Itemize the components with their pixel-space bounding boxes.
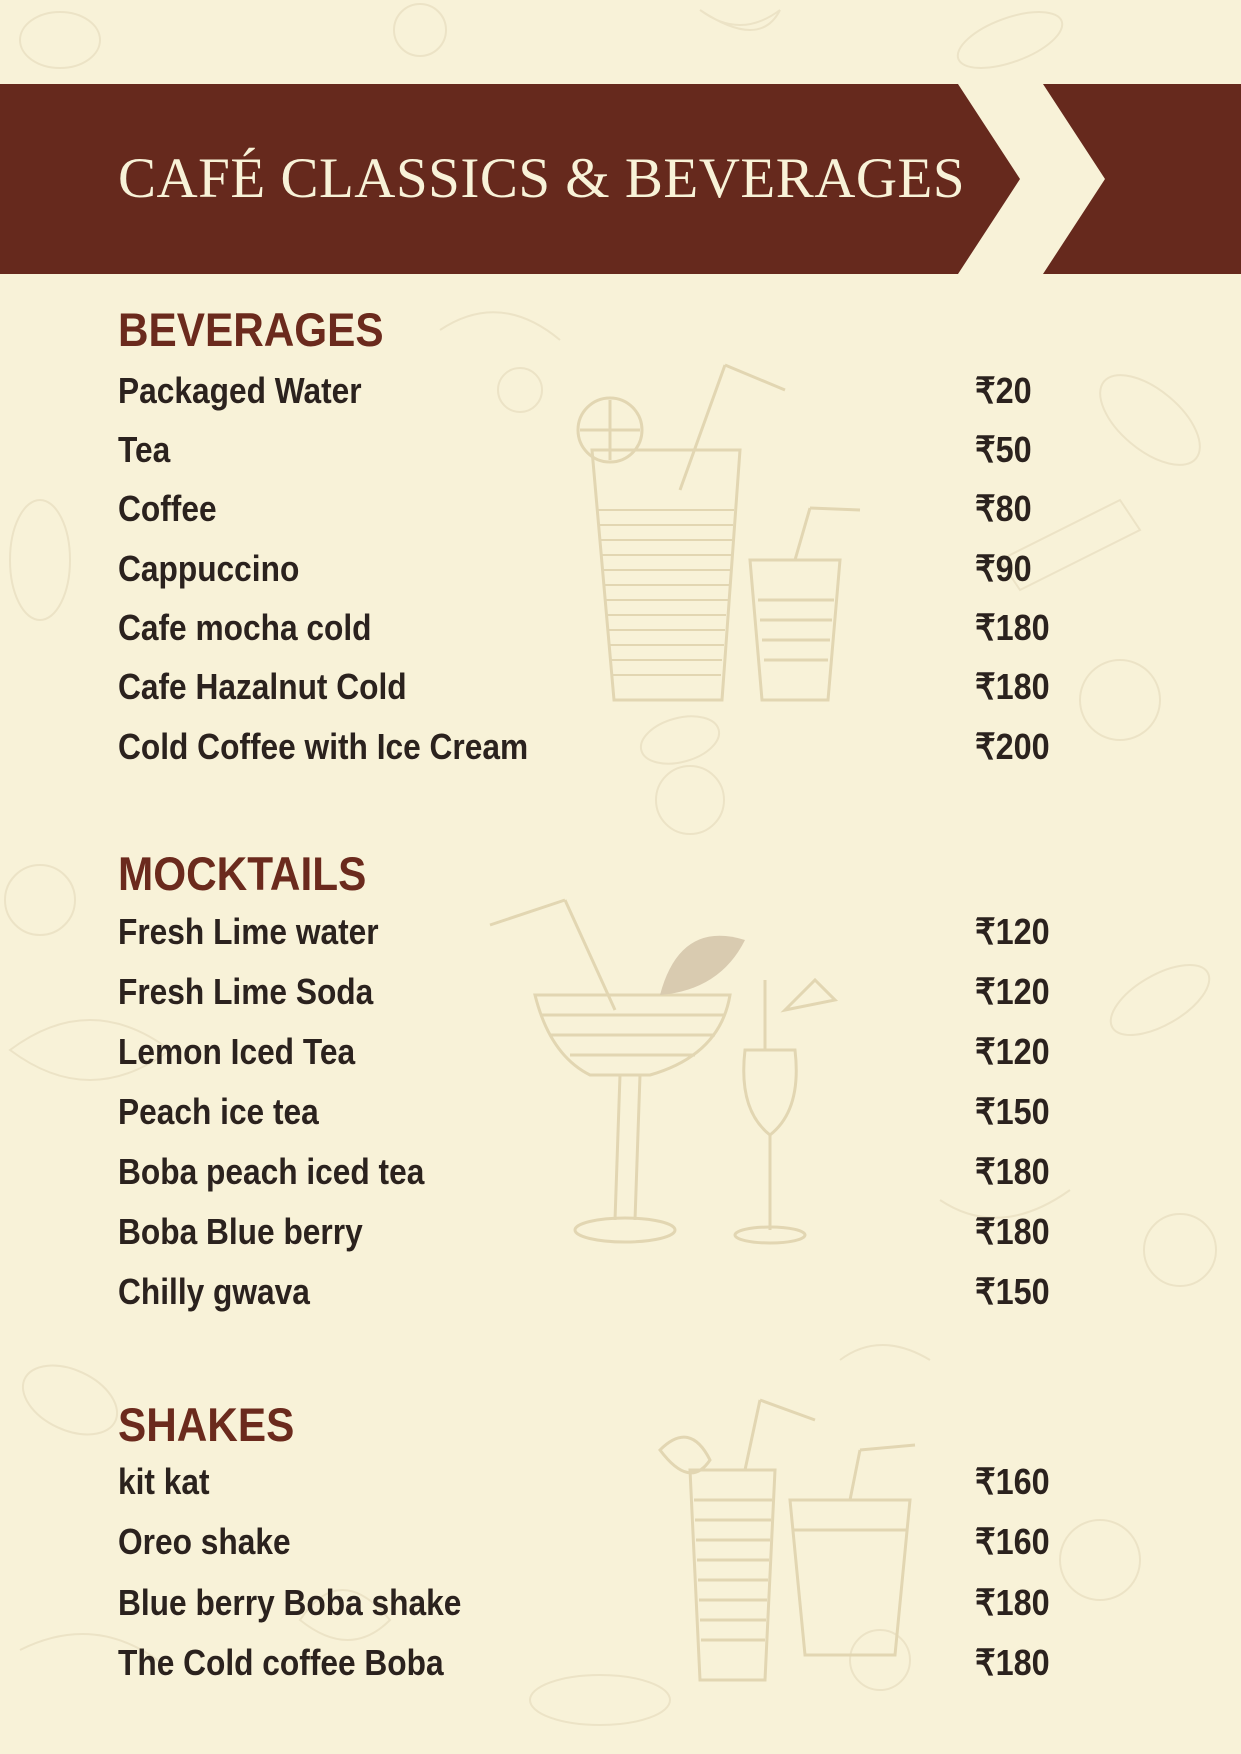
menu-item [0, 1519, 1241, 1569]
menu-item [0, 546, 1241, 596]
item-name: Boba peach iced tea [118, 1151, 425, 1192]
menu-item [0, 1089, 1241, 1139]
item-name: Oreo shake [118, 1521, 291, 1562]
item-name: Packaged Water [118, 370, 362, 411]
menu-item [0, 909, 1241, 959]
section-heading: MOCKTAILS [118, 847, 367, 900]
item-price: ₹120 [975, 971, 1050, 1012]
page-title: CAFÉ CLASSICS & BEVERAGES [118, 147, 966, 210]
item-name: The Cold coffee Boba [118, 1642, 444, 1683]
item-name: Peach ice tea [118, 1091, 319, 1132]
item-price: ₹180 [975, 1642, 1050, 1683]
item-price: ₹180 [975, 1211, 1050, 1252]
item-name: Boba Blue berry [118, 1211, 363, 1252]
item-price: ₹180 [975, 1582, 1050, 1623]
item-price: ₹150 [975, 1271, 1050, 1312]
item-name: kit kat [118, 1461, 210, 1502]
menu-item [0, 664, 1241, 714]
item-price: ₹90 [975, 548, 1032, 589]
menu-item [0, 1269, 1241, 1319]
item-price: ₹180 [975, 1151, 1050, 1192]
menu-item [0, 368, 1241, 418]
item-name: Fresh Lime water [118, 911, 379, 952]
item-price: ₹50 [975, 429, 1032, 470]
section-heading: SHAKES [118, 1398, 295, 1451]
item-name: Blue berry Boba shake [118, 1582, 462, 1623]
item-name: Cafe Hazalnut Cold [118, 666, 407, 707]
menu-item [0, 969, 1241, 1019]
item-name: Cafe mocha cold [118, 607, 372, 648]
item-price: ₹160 [975, 1461, 1050, 1502]
item-name: Tea [118, 429, 171, 470]
item-name: Coffee [118, 488, 217, 529]
item-price: ₹200 [975, 726, 1050, 767]
menu-item [0, 1209, 1241, 1259]
menu-item [0, 1580, 1241, 1630]
item-price: ₹120 [975, 1031, 1050, 1072]
item-price: ₹120 [975, 911, 1050, 952]
menu-item [0, 1640, 1241, 1690]
menu-item [0, 427, 1241, 477]
item-name: Lemon Iced Tea [118, 1031, 356, 1072]
menu-item [0, 1459, 1241, 1509]
item-name: Chilly gwava [118, 1271, 310, 1312]
menu-item [0, 1029, 1241, 1079]
item-name: Fresh Lime Soda [118, 971, 374, 1012]
item-price: ₹20 [975, 370, 1032, 411]
item-name: Cappuccino [118, 548, 300, 589]
menu-item [0, 724, 1241, 774]
menu-item [0, 605, 1241, 655]
item-price: ₹160 [975, 1521, 1050, 1562]
menu-item [0, 1149, 1241, 1199]
item-price: ₹80 [975, 488, 1032, 529]
item-price: ₹150 [975, 1091, 1050, 1132]
item-price: ₹180 [975, 607, 1050, 648]
item-name: Cold Coffee with Ice Cream [118, 726, 529, 767]
section-heading: BEVERAGES [118, 303, 384, 356]
menu-item [0, 486, 1241, 536]
item-price: ₹180 [975, 666, 1050, 707]
